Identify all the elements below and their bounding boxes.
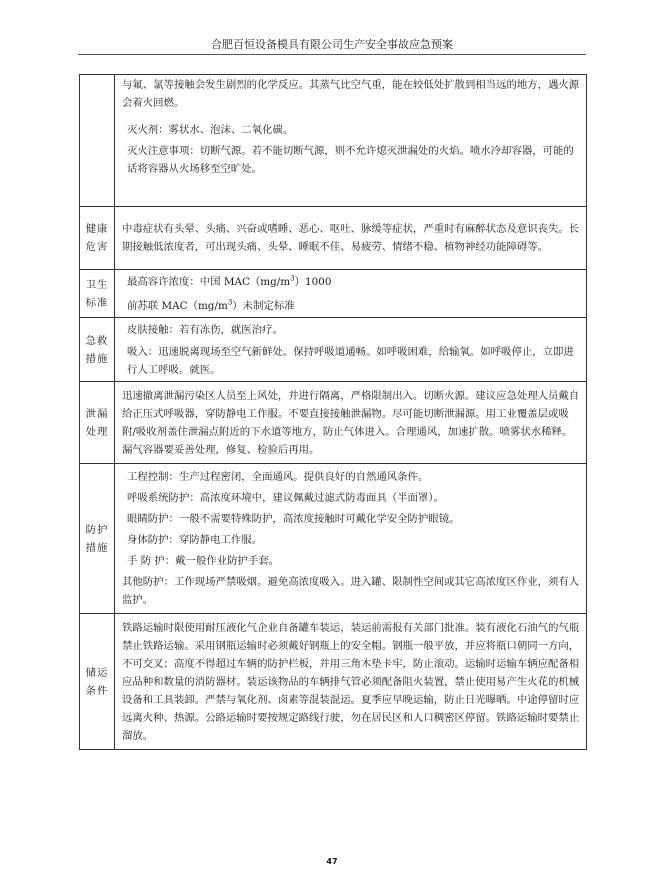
fire-text-2: 灭火剂：雾状水、泡沫、二氧化碳。 xyxy=(127,124,294,136)
header-rule xyxy=(78,54,586,55)
table-row-firstaid xyxy=(80,318,587,382)
protect-text-2: 呼吸系统防护：高浓度环境中，建议佩戴过滤式防毒面具（半面罩）。 xyxy=(127,492,444,504)
row-content-leak xyxy=(115,382,587,464)
row-content-health xyxy=(115,207,587,270)
hygiene-line-1 xyxy=(119,273,582,291)
page-number: 47 xyxy=(326,857,338,866)
fire-text-3: 灭火注意事项：切断气源。若不能切断气源，则不允许熄灭泄漏处的火焰。喷水冷却容器，可能的话将容器从火场移至空旷处。 xyxy=(127,145,574,175)
protect-text-4: 身体防护：穿防静电工作服。 xyxy=(127,534,263,546)
firstaid-text-1: 皮肤接触：若有冻伤，就医治疗。 xyxy=(127,323,283,336)
storage-text: 铁路运输时限使用耐压液化气企业自备罐车装运，装运前需报有关部门批准。装有液化石油气的气瓶禁止铁路运输。采用钢瓶运输时必须戴好钢瓶上的安全帽。钢瓶一般平放，并应将瓶口朝同一方向，不可交叉；高度不得超过车辆的防护栏板，并用三角木垫卡牢，防止滚动。运输时运输车辆应配备相应品种和数量的消防器材。装运该物品的车辆排气管必须配备阻火装置，禁止使用易产生火花的机械设备和工具装卸。严禁与氧化剂、卤素等混装混运。夏季应早晚运输，防止日光曝晒。中途停留时应远离火种、热源。公路运输时要按规定路线行驶，勿在居民区和人口稠密区停留。铁路运输时要禁止溜放。 xyxy=(122,621,580,742)
row-content-hygiene xyxy=(115,270,587,318)
hygiene-line-2-prefix: 前苏联 MAC（mg/m xyxy=(127,299,228,312)
table-row-fire xyxy=(80,75,587,207)
row-label-protect: 防护措施 xyxy=(80,464,115,614)
health-text: 中毒症状有头晕、头痛、兴奋或嗜睡、恶心、呕吐、脉缓等症状，严重时有麻醉状态及意识丧失。长期接触低浓度者，可出现头痛、头晕、睡眠不佳、易疲劳、情绪不稳、植物神经功能障碍等。 xyxy=(122,223,580,253)
hygiene-line-2 xyxy=(119,297,582,315)
table-row-health xyxy=(80,207,587,270)
table-row-leak xyxy=(80,382,587,464)
table-row-protect xyxy=(80,464,587,614)
hygiene-line-1-prefix: 最高容许浓度：中国 MAC（mg/m xyxy=(127,275,291,288)
row-content-storage xyxy=(115,614,587,750)
hygiene-line-2-suffix: ）未制定标准 xyxy=(232,299,295,312)
protect-text-1: 工程控制：生产过程密闭，全面通风。提供良好的自然通风条件。 xyxy=(127,471,429,483)
hygiene-line-1-suffix: ）1000 xyxy=(294,275,332,288)
table-row-hygiene xyxy=(80,270,587,318)
table-row-storage xyxy=(80,614,587,750)
row-content-protect xyxy=(115,464,587,614)
leak-text: 迅速撤离泄漏污染区人员至上风处，并进行隔离，严格限制出入。切断火源。建议应急处理人员戴自给正压式呼吸器，穿防静电工作服。不要直接接触泄漏物。尽可能切断泄漏源。用工业覆盖层或吸附/吸收剂盖住泄漏点附近的下水道等地方，防止气体进入。合理通风，加速扩散。喷雾状水稀释。漏气容器要妥善处理，修复、检验后再用。 xyxy=(122,389,580,456)
row-label-leak: 泄漏处理 xyxy=(80,382,115,464)
hygiene-line-1-sup: 3 xyxy=(290,274,295,283)
row-label-firstaid: 急救措施 xyxy=(80,318,115,382)
row-label-health: 健康危害 xyxy=(80,207,115,270)
fire-text-1: 与氟、氯等接触会发生剧烈的化学反应。其蒸气比空气重，能在较低处扩散到相当远的地方，遇火源会着火回燃。 xyxy=(122,79,580,109)
row-label-storage: 储运条件 xyxy=(80,614,115,750)
row-label-fire xyxy=(80,75,115,207)
row-label-hygiene: 卫生标准 xyxy=(80,270,115,318)
firstaid-text-2: 吸入：迅速脱离现场至空气新鲜处。保持呼吸道通畅。如呼吸困难，给输氧。如呼吸停止，立即进行人工呼吸。就医。 xyxy=(127,345,574,376)
hygiene-line-2-sup: 3 xyxy=(227,298,233,307)
protect-text-6: 其他防护：工作现场严禁吸烟。避免高浓度吸入。进入罐、限制性空间或其它高浓度区作业，须有人监护。 xyxy=(122,576,580,606)
row-content-firstaid xyxy=(115,318,587,382)
hazard-info-table xyxy=(79,74,587,750)
row-content-fire xyxy=(115,75,587,207)
page-header: 合肥百恒设备模具有限公司生产安全事故应急预案 xyxy=(211,38,453,51)
protect-text-3: 眼睛防护：一般不需要特殊防护，高浓度接触时可戴化学安全防护眼镜。 xyxy=(127,513,460,525)
protect-text-5: 手 防 护：戴一般作业防护手套。 xyxy=(127,555,280,567)
